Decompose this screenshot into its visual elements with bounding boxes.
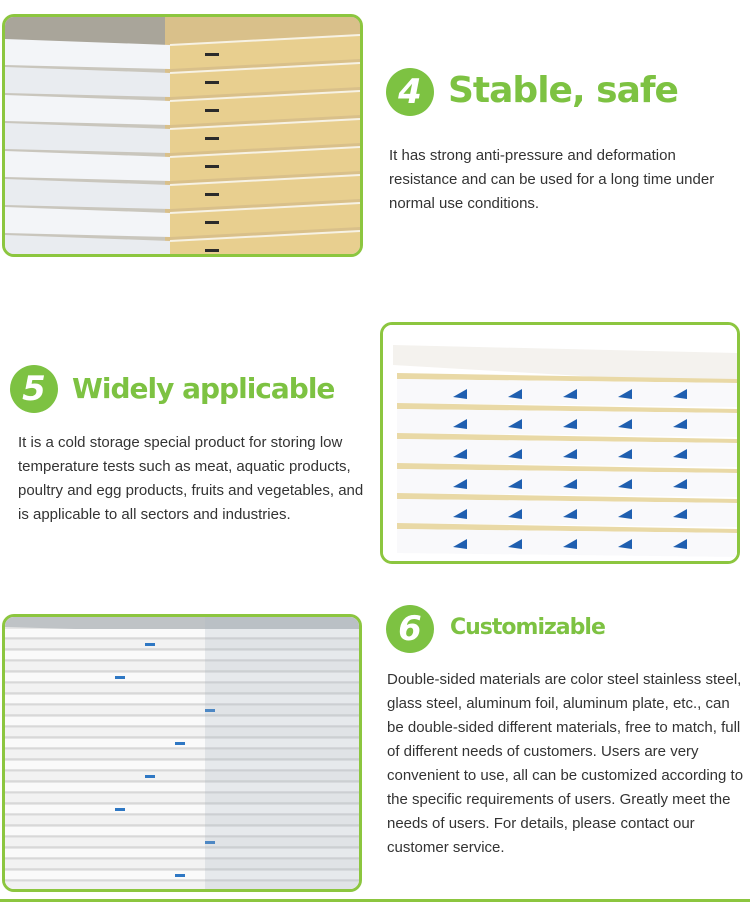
cam-lock-slot — [205, 249, 219, 252]
cam-lock-slot — [205, 221, 219, 224]
side-shadow — [205, 617, 359, 889]
section-body-widely-applicable: It is a cold storage special product for storing low temperature tests such as meat, aquatic products, poultry and egg products, fruits and vegetables, and is applicable to all sectors and industries. — [18, 434, 364, 523]
photo-customizable — [2, 614, 362, 892]
panel-film-image — [383, 325, 737, 561]
cam-lock-slot — [205, 81, 219, 84]
cam-lock-slot — [205, 53, 219, 56]
blue-film-mark — [175, 874, 185, 877]
blue-film-mark — [115, 808, 125, 811]
section-number-6-badge: 6 — [386, 605, 434, 653]
cam-lock-slot — [205, 193, 219, 196]
section-body-stable-safe: It has strong anti-pressure and deformation resistance and can be used for a long time under normal use conditions. — [389, 147, 715, 212]
tall-panel-stack-image — [5, 617, 359, 889]
blue-film-mark — [175, 742, 185, 745]
panel-stack-image — [5, 17, 360, 254]
cam-lock-slot — [205, 109, 219, 112]
blue-film-mark — [115, 676, 125, 679]
photo-widely-applicable — [380, 322, 740, 564]
blue-film-mark — [145, 643, 155, 646]
section-number-4-badge: 4 — [386, 68, 434, 116]
section-title-stable-safe: Stable, safe — [448, 70, 678, 111]
cam-lock-slot — [205, 165, 219, 168]
blue-film-mark — [145, 775, 155, 778]
section-number-5-badge: 5 — [10, 365, 58, 413]
photo-stable-safe — [2, 14, 363, 257]
section-title-customizable: Customizable — [450, 615, 605, 640]
section-title-widely-applicable: Widely applicable — [72, 372, 335, 405]
section-body-customizable: Double-sided materials are color steel stainless steel, glass steel, aluminum foil, aluminum plate, etc., can be double-sided different materials, free to match, full of different needs of customers. Users are very convenient to use, all can be customized according to the specific requirements of users. Greatly meet the needs of users. For details, please contact our customer service. — [387, 671, 744, 856]
cam-lock-slot — [205, 137, 219, 140]
